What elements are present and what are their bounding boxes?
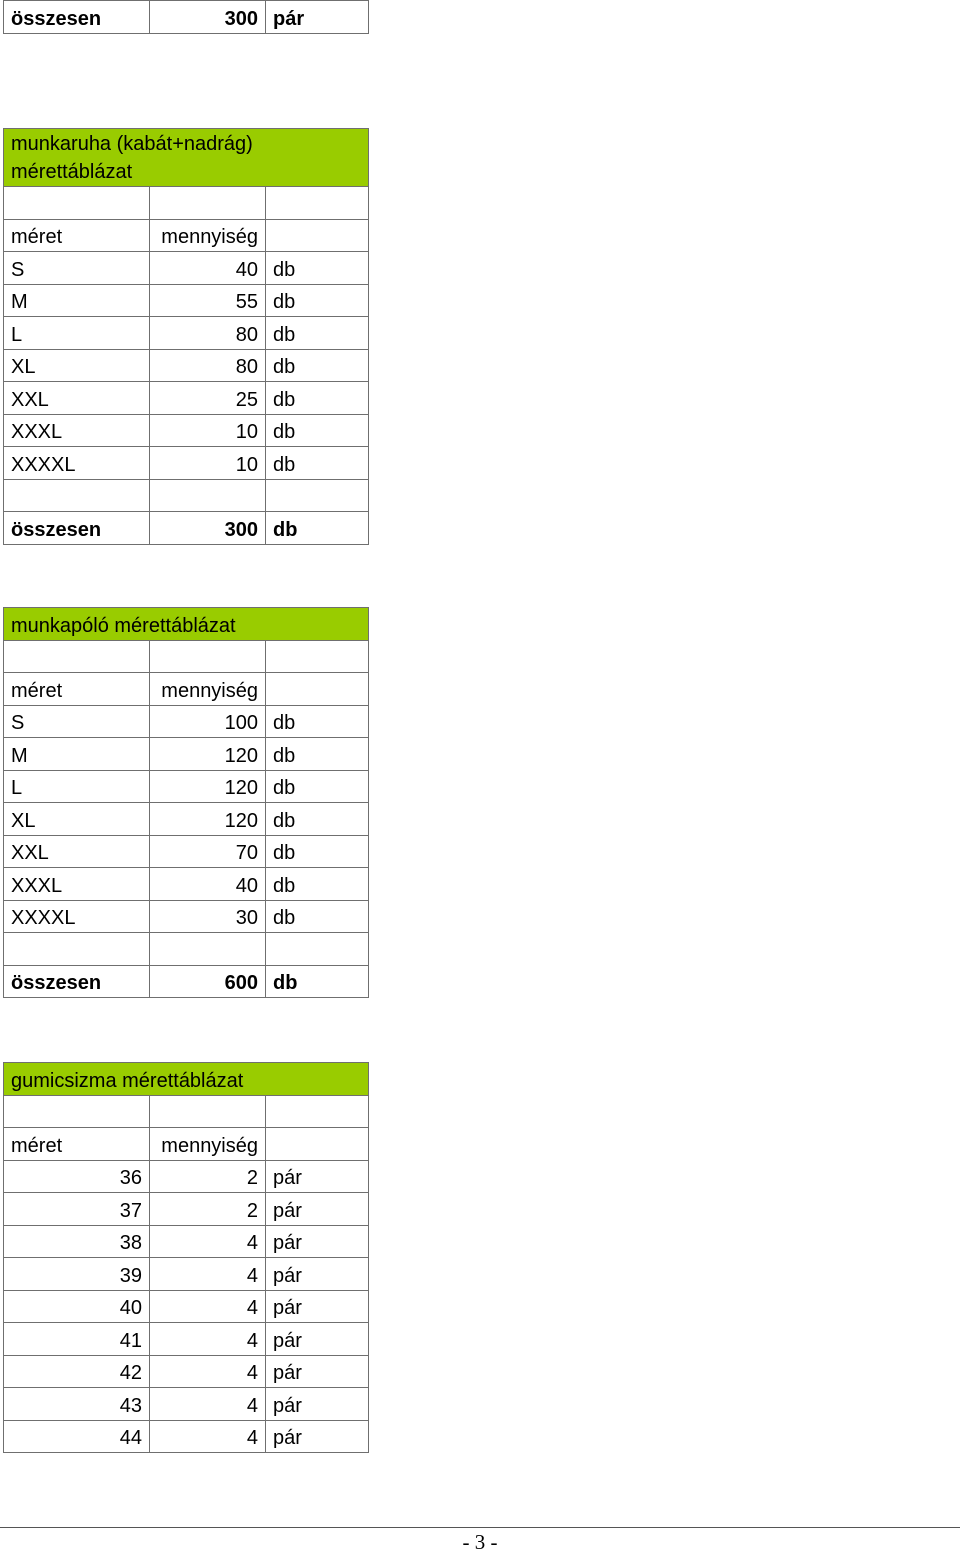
table-row	[4, 252, 369, 285]
spacer-row	[4, 479, 369, 512]
total-row	[4, 965, 369, 998]
qty-cell: 2	[150, 1193, 266, 1226]
table-row	[4, 317, 369, 350]
size-cell: XL	[4, 803, 150, 836]
table-row	[4, 447, 369, 480]
table-row	[4, 1355, 369, 1388]
size-cell: 37	[4, 1193, 150, 1226]
page-number: - 3 -	[462, 1530, 498, 1554]
size-table-tshirt	[3, 607, 369, 998]
table-row	[4, 835, 369, 868]
unit-cell: pár	[266, 1193, 369, 1226]
qty-cell: 80	[150, 317, 266, 350]
unit-cell: db	[266, 382, 369, 415]
qty-cell: 80	[150, 349, 266, 382]
size-cell: S	[4, 705, 150, 738]
size-cell: XXL	[4, 382, 150, 415]
size-cell: 39	[4, 1258, 150, 1291]
column-header-row	[4, 1128, 369, 1161]
table-row	[4, 1323, 369, 1356]
top-total-table	[3, 0, 369, 34]
qty-cell: 70	[150, 835, 266, 868]
size-cell: 43	[4, 1388, 150, 1421]
unit-cell: pár	[266, 1160, 369, 1193]
column-header-size: méret	[4, 1128, 150, 1161]
qty-cell: 25	[150, 382, 266, 415]
unit-cell: db	[266, 705, 369, 738]
table-row	[4, 868, 369, 901]
qty-cell: 4	[150, 1355, 266, 1388]
total-unit: db	[266, 965, 369, 998]
spacer-row	[4, 933, 369, 966]
unit-cell: db	[266, 284, 369, 317]
table-row	[4, 1160, 369, 1193]
qty-cell: 100	[150, 705, 266, 738]
size-table-workwear	[3, 128, 369, 545]
qty-cell: 4	[150, 1290, 266, 1323]
table-title: munkapóló mérettáblázat	[4, 608, 369, 641]
size-cell: XXXXL	[4, 447, 150, 480]
size-cell: M	[4, 738, 150, 771]
unit-cell: db	[266, 803, 369, 836]
total-label: összesen	[4, 965, 150, 998]
table-title: gumicsizma mérettáblázat	[4, 1063, 369, 1096]
spacer-row	[4, 640, 369, 673]
unit-cell: db	[266, 252, 369, 285]
table-row	[4, 705, 369, 738]
size-cell: 38	[4, 1225, 150, 1258]
unit-cell: db	[266, 900, 369, 933]
size-cell: L	[4, 317, 150, 350]
qty-cell: 120	[150, 738, 266, 771]
qty-cell: 4	[150, 1388, 266, 1421]
size-cell: XL	[4, 349, 150, 382]
unit-cell: pár	[266, 1225, 369, 1258]
unit-cell: pár	[266, 1323, 369, 1356]
table-row	[4, 738, 369, 771]
total-label: összesen	[4, 1, 150, 34]
unit-cell: db	[266, 868, 369, 901]
size-cell: XXXL	[4, 414, 150, 447]
table-row	[4, 1388, 369, 1421]
total-unit: pár	[266, 1, 369, 34]
column-header-row	[4, 219, 369, 252]
qty-cell: 4	[150, 1420, 266, 1453]
table-row	[4, 1225, 369, 1258]
unit-cell: pár	[266, 1258, 369, 1291]
size-table-rubber-boots	[3, 1062, 369, 1453]
qty-cell: 55	[150, 284, 266, 317]
table-row	[4, 349, 369, 382]
qty-cell: 4	[150, 1225, 266, 1258]
size-cell: L	[4, 770, 150, 803]
column-header-size: méret	[4, 673, 150, 706]
qty-cell: 2	[150, 1160, 266, 1193]
unit-cell: db	[266, 770, 369, 803]
column-header-qty: mennyiség	[150, 673, 266, 706]
total-unit: db	[266, 512, 369, 545]
spacer-row	[4, 187, 369, 220]
total-value: 600	[150, 965, 266, 998]
size-cell: 44	[4, 1420, 150, 1453]
table-title: munkaruha (kabát+nadrág) mérettáblázat	[4, 129, 369, 187]
table-row	[4, 770, 369, 803]
qty-cell: 30	[150, 900, 266, 933]
spacer-row	[4, 1095, 369, 1128]
qty-cell: 120	[150, 803, 266, 836]
unit-cell: pár	[266, 1290, 369, 1323]
table-row	[4, 284, 369, 317]
unit-cell: db	[266, 414, 369, 447]
column-header-qty: mennyiség	[150, 219, 266, 252]
qty-cell: 120	[150, 770, 266, 803]
unit-cell: pár	[266, 1420, 369, 1453]
table-row	[4, 803, 369, 836]
unit-cell: db	[266, 738, 369, 771]
unit-cell: pár	[266, 1355, 369, 1388]
table-row	[4, 900, 369, 933]
column-header-row	[4, 673, 369, 706]
qty-cell: 10	[150, 414, 266, 447]
total-value: 300	[150, 512, 266, 545]
unit-cell: db	[266, 349, 369, 382]
size-cell: 41	[4, 1323, 150, 1356]
qty-cell: 40	[150, 252, 266, 285]
table-row	[4, 1290, 369, 1323]
size-cell: S	[4, 252, 150, 285]
qty-cell: 4	[150, 1258, 266, 1291]
table-row	[4, 1258, 369, 1291]
total-row	[4, 1, 369, 34]
column-header-qty: mennyiség	[150, 1128, 266, 1161]
table-title-row	[4, 129, 369, 187]
table-row	[4, 1193, 369, 1226]
size-cell: XXXL	[4, 868, 150, 901]
table-row	[4, 382, 369, 415]
size-cell: 36	[4, 1160, 150, 1193]
column-header-size: méret	[4, 219, 150, 252]
footer-divider	[0, 1527, 960, 1528]
size-cell: XXXXL	[4, 900, 150, 933]
qty-cell: 40	[150, 868, 266, 901]
table-row	[4, 1420, 369, 1453]
size-cell: XXL	[4, 835, 150, 868]
table-title-row	[4, 1063, 369, 1096]
qty-cell: 10	[150, 447, 266, 480]
size-cell: M	[4, 284, 150, 317]
unit-cell: db	[266, 835, 369, 868]
unit-cell: db	[266, 317, 369, 350]
table-row	[4, 414, 369, 447]
size-cell: 40	[4, 1290, 150, 1323]
total-row	[4, 512, 369, 545]
unit-cell: pár	[266, 1388, 369, 1421]
total-value: 300	[150, 1, 266, 34]
table-title-row	[4, 608, 369, 641]
size-cell: 42	[4, 1355, 150, 1388]
total-label: összesen	[4, 512, 150, 545]
unit-cell: db	[266, 447, 369, 480]
qty-cell: 4	[150, 1323, 266, 1356]
